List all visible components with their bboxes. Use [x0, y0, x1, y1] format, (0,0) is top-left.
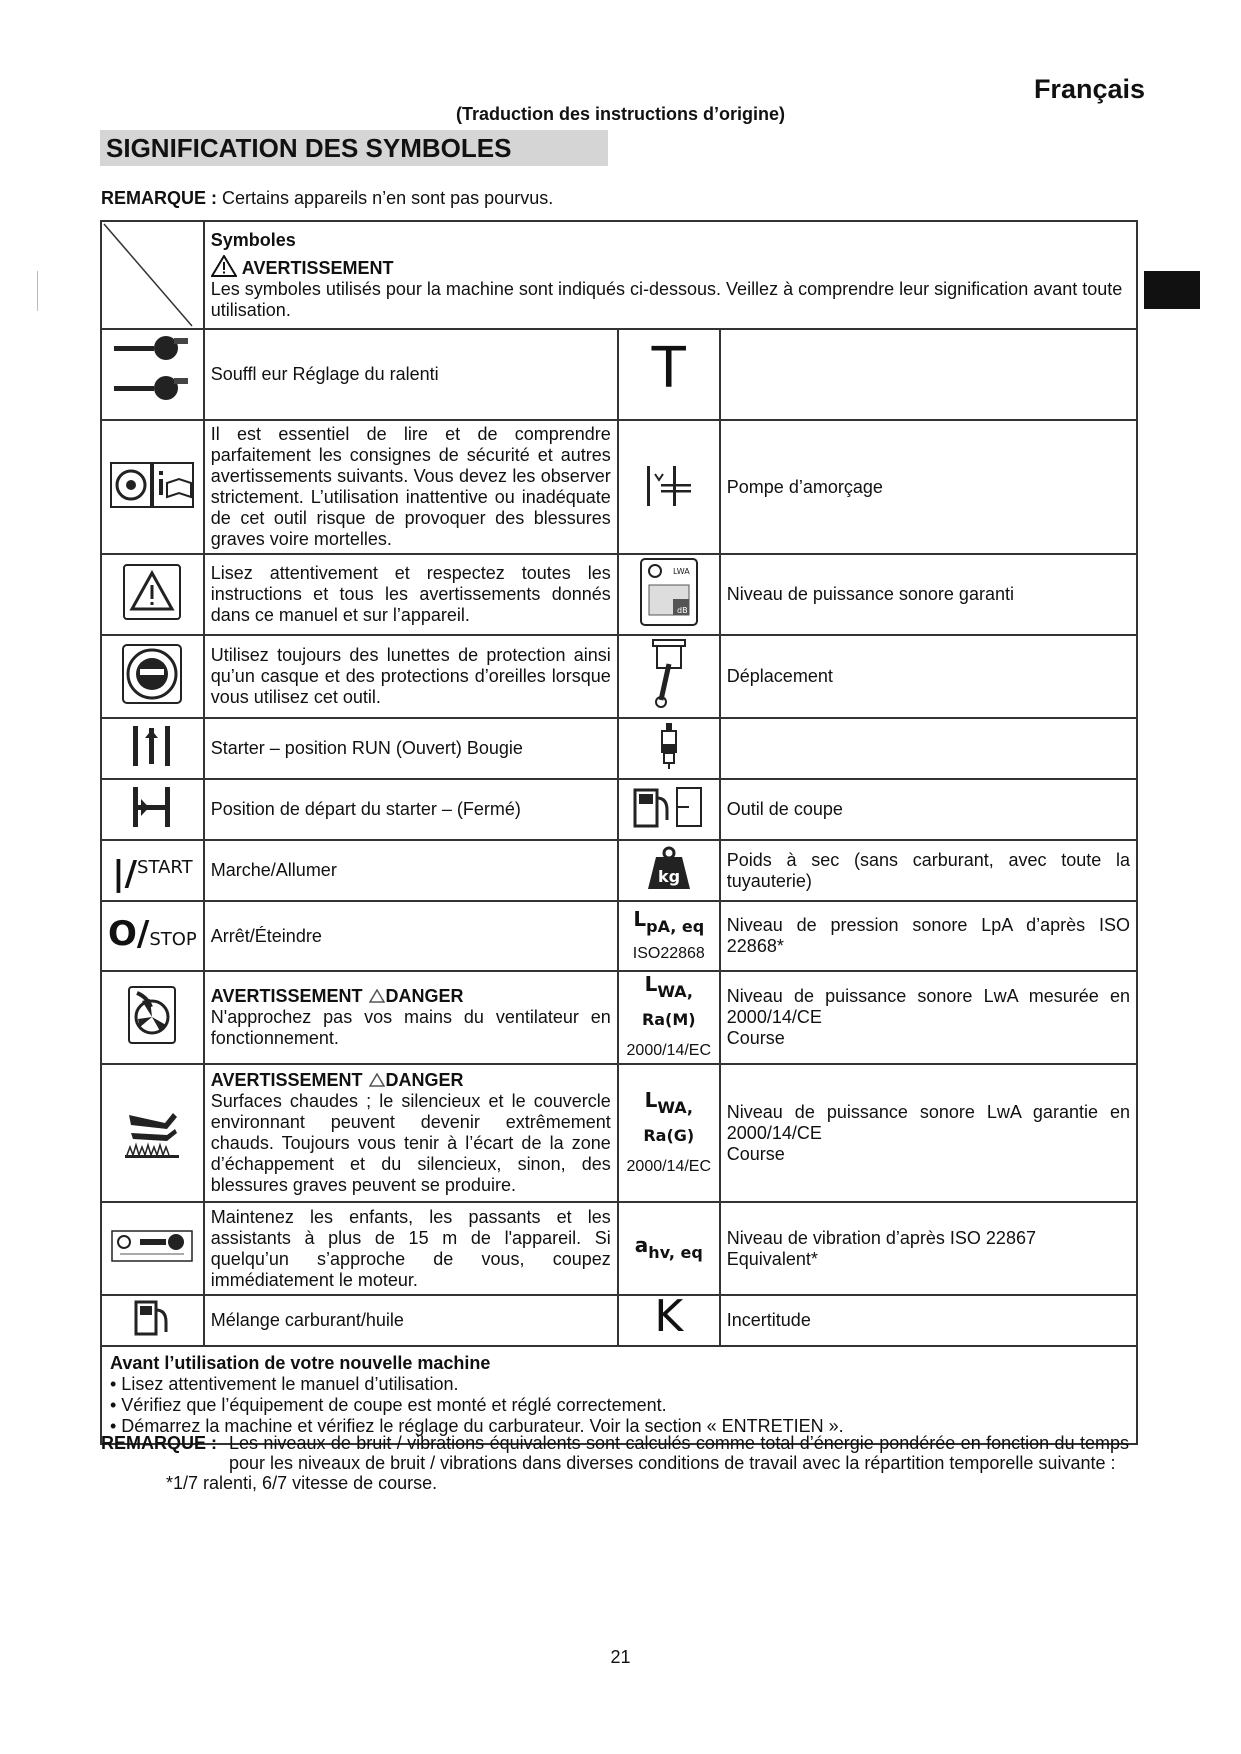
keep-distance-icon	[110, 1229, 194, 1263]
blower-idle-text: Souffl eur Réglage du ralenti	[204, 329, 618, 420]
primer-pump-text: Pompe d’amorçage	[720, 420, 1137, 554]
spark-plug-icon	[656, 721, 682, 771]
fan-danger-title	[211, 986, 611, 1007]
before-use-item-2: • Vérifiez que l’équipement de coupe est monté et réglé correctement.	[110, 1395, 667, 1415]
start-icon-cell	[101, 840, 204, 901]
fan-danger-text-cell	[204, 971, 618, 1064]
before-use-item-3: • Démarrez la machine et vérifiez le réglage du carburateur. Voir la section « ENTRETIEN ».	[110, 1416, 844, 1436]
uncertainty-k-symbol: K	[654, 1290, 684, 1342]
cutting-tool-icon-cell	[618, 779, 720, 840]
section-title: SIGNIFICATION DES SYMBOLES	[100, 130, 608, 166]
guaranteed-sound-power-icon	[639, 557, 699, 627]
fan-danger-label: DANGER	[385, 986, 464, 1006]
header-text-cell	[204, 221, 1137, 329]
lpa-text: Niveau de pression sonore LpA d’après ISO 22868*	[720, 901, 1137, 971]
remark-top	[101, 188, 553, 209]
safety-instructions-text: Il est essentiel de lire et de comprendre parfaitement les consignes de sécurité et autres avertissements suivants. Vous devez les observer strictement. L’utilisation inattentive ou inadéquate de cet outil risque de provoquer des blessures graves voire mortelles.	[204, 420, 618, 554]
diagonal-line-icon	[102, 222, 194, 328]
fuel-tank-gauge-icon	[633, 784, 705, 830]
lwa-guaranteed-course: Course	[726, 1143, 785, 1164]
hot-danger-label: DANGER	[385, 1070, 464, 1090]
protection-icon-cell	[101, 635, 204, 718]
table-row	[101, 420, 1137, 554]
stop-label: STOP	[149, 928, 197, 950]
lpa-main: L	[633, 906, 647, 931]
lpa-symbol	[625, 906, 713, 937]
document-subtitle: (Traduction des instructions d’origine)	[455, 104, 786, 124]
keep-distance-text: Maintenez les enfants, les passants et les assistants à plus de 15 m de l'appareil. Si quelqu’un s’approche de vous, coupez immédiatement le moteur.	[204, 1202, 618, 1295]
weight-icon	[646, 845, 692, 891]
before-use-item-1: • Lisez attentivement le manuel d’utilisation.	[110, 1374, 459, 1394]
lwa-measured-symbol	[625, 974, 713, 1030]
hot-surface-icon-cell	[101, 1064, 204, 1202]
spark-plug-right-text	[720, 718, 1137, 779]
stop-circle-icon: O/	[108, 913, 150, 954]
hot-surface-title	[211, 1070, 611, 1091]
lwa-measured-symbol-cell	[618, 971, 720, 1064]
vibration-symbol-cell	[618, 1202, 720, 1295]
choke-closed-icon	[127, 785, 177, 829]
remark-bottom-note: *1/7 ralenti, 6/7 vitesse de course.	[166, 1473, 438, 1493]
danger-triangle-icon	[369, 1073, 385, 1087]
lwa-measured-text-cell	[720, 971, 1137, 1064]
start-label: START	[137, 856, 193, 878]
vibration-symbol	[625, 1232, 713, 1263]
table-footer-row	[101, 1346, 1137, 1444]
remark-bottom-text: Les niveaux de bruit / vibrations équivalents sont calculés comme total d’énergie pondérée en fonction du temps pour les niveaux de bruit / vibrations dans diverses conditions de travail avec la répartition temporelle suivante :	[229, 1433, 1129, 1473]
table-row	[101, 1295, 1137, 1346]
protection-text: Utilisez toujours des lunettes de protection ainsi qu’un casque et des protections d’oreilles lorsque vous utilisez cet outil.	[204, 635, 618, 718]
read-manual-icon-cell	[101, 420, 204, 554]
displacement-icon-cell	[618, 635, 720, 718]
lwa-guaranteed-text-cell	[720, 1064, 1137, 1202]
idle-symbol-cell	[618, 329, 720, 420]
lwa-measured-text: Niveau de puissance sonore LwA mesurée en 2000/14/CE	[726, 986, 1130, 1027]
choke-closed-icon-cell	[101, 779, 204, 840]
fan-danger-icon-cell	[101, 971, 204, 1064]
before-use-cell	[101, 1346, 1137, 1444]
vibration-sub: hv, eq	[648, 1242, 703, 1262]
page-number: 21	[610, 1647, 631, 1667]
weight-icon-cell	[618, 840, 720, 901]
table-row	[101, 329, 1137, 420]
table-header-row	[101, 221, 1137, 329]
warning-icon-cell	[101, 554, 204, 635]
lwa-guaranteed-symbol	[625, 1087, 713, 1146]
displacement-text: Déplacement	[720, 635, 1137, 718]
header-description: Les symboles utilisés pour la machine sont indiqués ci-dessous. Veillez à comprendre leur signification avant toute utilisation.	[210, 278, 1123, 320]
fuel-mix-text: Mélange carburant/huile	[204, 1295, 618, 1346]
choke-run-icon	[127, 724, 177, 768]
spark-plug-icon-cell	[618, 718, 720, 779]
blower-icon-cell	[101, 329, 204, 420]
language-label: Français	[1033, 74, 1145, 104]
hot-surface-icon	[121, 1103, 183, 1159]
lwa-guaranteed-standard: 2000/14/EC	[626, 1157, 712, 1175]
read-manual-icon	[109, 459, 195, 511]
hot-surface-text: Surfaces chaudes ; le silencieux et le couvercle environnant peuvent devenir extrêmement chauds. Toujours vous tenir à l’écart de la zone d’échappement et du silencieux, sinon, des blessures graves peuvent se produire.	[210, 1091, 611, 1195]
read-instructions-text: Lisez attentivement et respectez toutes les instructions et tous les avertissements donnés dans ce manuel et sur l’appareil.	[204, 554, 618, 635]
choke-run-text: Starter – position RUN (Ouvert) Bougie	[204, 718, 618, 779]
table-row	[101, 840, 1137, 901]
lwa-measured-sub: WA, Ra(M)	[641, 982, 696, 1029]
fan-warning-label: AVERTISSEMENT	[210, 986, 363, 1006]
table-row	[101, 554, 1137, 635]
lwa-measured-main: L	[644, 972, 658, 996]
header-warning-label: AVERTISSEMENT	[241, 257, 394, 278]
choke-closed-text: Position de départ du starter – (Fermé)	[204, 779, 618, 840]
weight-kg-label: kg	[657, 867, 680, 886]
remark-label: REMARQUE :	[101, 188, 217, 208]
remark-bottom	[101, 1433, 1141, 1493]
language-tab-marker	[1144, 271, 1200, 309]
blower-icon	[110, 332, 194, 412]
stop-text: Arrêt/Éteindre	[204, 901, 618, 971]
choke-run-icon-cell	[101, 718, 204, 779]
table-row	[101, 779, 1137, 840]
table-row	[101, 718, 1137, 779]
fuel-mix-icon	[132, 1298, 172, 1338]
vibration-text: Niveau de vibration d’après ISO 22867 Equivalent*	[720, 1202, 1137, 1295]
table-row	[101, 635, 1137, 718]
fan-danger-text: N'approchez pas vos mains du ventilateur en fonctionnement.	[210, 1007, 611, 1048]
header-warning	[211, 255, 1130, 279]
sound-power-db-label: dB	[676, 606, 688, 615]
lwa-guaranteed-main: L	[644, 1087, 658, 1112]
idle-right-text	[720, 329, 1137, 420]
table-row	[101, 1064, 1137, 1202]
sound-power-text: Niveau de puissance sonore garanti	[720, 554, 1137, 635]
table-row	[101, 1202, 1137, 1295]
lpa-sub: pA, eq	[646, 916, 705, 936]
uncertainty-symbol-cell	[618, 1290, 720, 1346]
uncertainty-text: Incertitude	[720, 1295, 1137, 1346]
fuel-mix-icon-cell	[101, 1295, 204, 1346]
sound-power-icon-cell	[618, 554, 720, 635]
dry-weight-text: Poids à sec (sans carburant, avec toute la tuyauterie)	[720, 840, 1137, 901]
header-diagonal-cell	[101, 221, 204, 329]
hot-warning-label: AVERTISSEMENT	[210, 1070, 363, 1090]
piston-displacement-icon	[647, 638, 691, 710]
vibration-main: a	[634, 1232, 649, 1257]
table-row	[101, 901, 1137, 971]
lwa-measured-standard: 2000/14/EC	[626, 1042, 712, 1059]
remark-text: Certains appareils n’en sont pas pourvus.	[222, 188, 554, 208]
warning-triangle-icon	[122, 563, 182, 621]
remark-bottom-label: REMARQUE :	[101, 1433, 217, 1453]
warning-triangle-icon	[211, 255, 237, 277]
hot-surface-text-cell	[204, 1064, 618, 1202]
danger-triangle-icon	[369, 989, 385, 1003]
idle-t-symbol: T	[651, 335, 686, 401]
table-row	[101, 971, 1137, 1064]
before-use-title: Avant l’utilisation de votre nouvelle machine	[110, 1353, 491, 1373]
lwa-guaranteed-sub: WA, Ra(G)	[643, 1097, 695, 1145]
sound-power-lwa-label: LWA	[672, 567, 690, 576]
lpa-symbol-cell	[618, 901, 720, 971]
header-title: Symboles	[210, 229, 296, 250]
primer-icon-cell	[618, 420, 720, 554]
protective-gear-icon	[121, 643, 183, 705]
cutting-tool-text: Outil de coupe	[720, 779, 1137, 840]
start-text: Marche/Allumer	[204, 840, 618, 901]
lwa-guaranteed-symbol-cell	[618, 1064, 720, 1202]
distance-icon-cell	[101, 1202, 204, 1295]
primer-pump-icon	[639, 460, 699, 510]
edge-mark	[37, 271, 38, 311]
lpa-standard: ISO22868	[632, 944, 705, 962]
lwa-measured-course: Course	[726, 1028, 785, 1048]
lwa-guaranteed-text: Niveau de puissance sonore LwA garantie en 2000/14/CE	[726, 1101, 1130, 1143]
fan-hand-danger-icon	[127, 985, 177, 1045]
start-bar-icon: |/	[112, 853, 138, 894]
stop-icon-cell	[101, 901, 204, 971]
symbols-table	[100, 220, 1138, 1445]
